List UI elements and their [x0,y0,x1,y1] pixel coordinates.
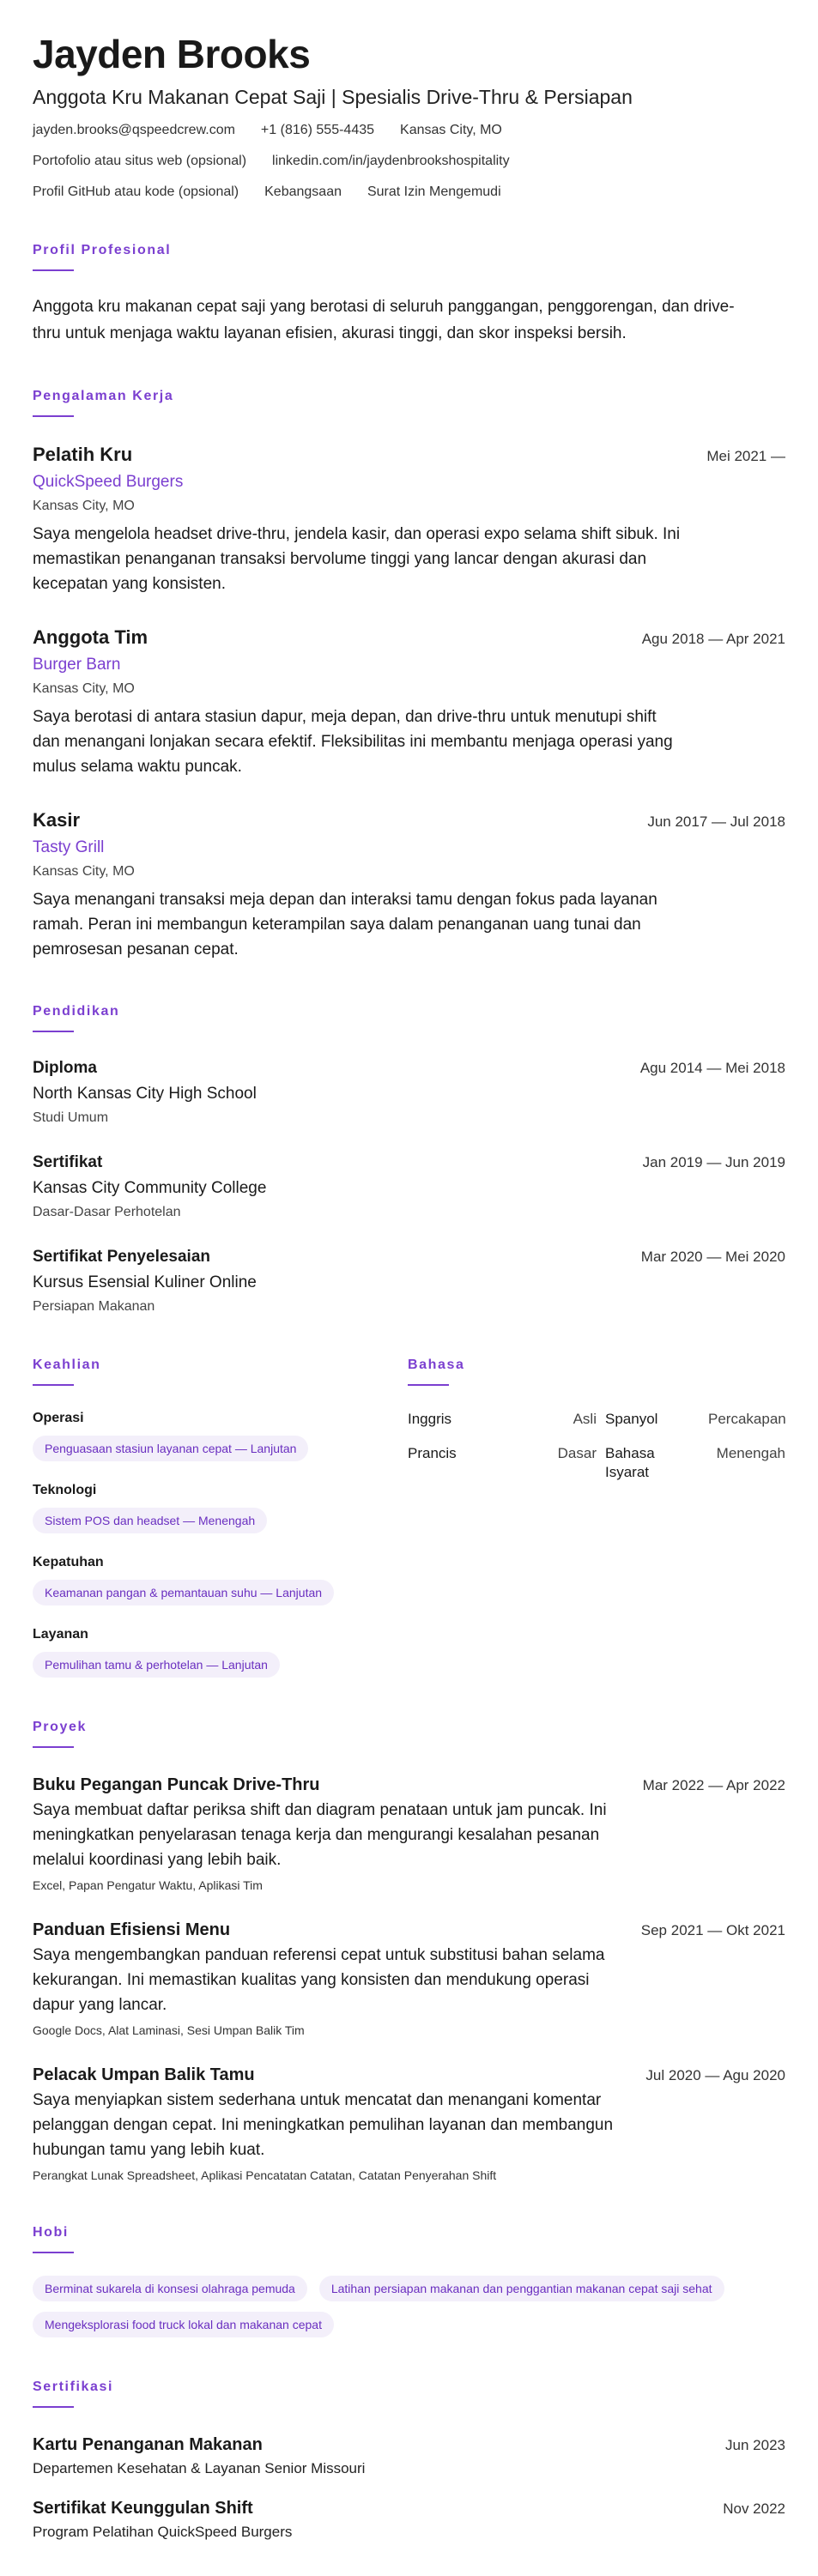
job-title: Pelatih Kru [33,444,133,465]
profile-summary: Anggota kru makanan cepat saji yang berotasi di seluruh panggangan, penggorengan, dan drive-thru untuk menjaga waktu layanan efisien, akurasi tinggi, dan skor inspeksi bersih. [33,298,735,342]
experience-entry [33,443,785,596]
phone-number[interactable]: +1 (816) 555-4435 [260,123,375,137]
language-level: Dasar [557,1445,597,1461]
section-title: Bahasa [408,1358,465,1372]
education-dates: Agu 2014 — Mei 2018 [639,1060,785,1076]
language-level: Asli [573,1411,597,1427]
school-name: Kansas City Community College [33,1179,267,1197]
certification-issuer: Program Pelatihan QuickSpeed Burgers [33,2524,293,2540]
section-title: Profil Profesional [33,243,172,257]
candidate-name: Jayden Brooks [33,32,311,76]
skill-chip: Keamanan pangan & pemantauan suhu — Lanjutan [33,1580,334,1605]
school-name: North Kansas City High School [33,1085,257,1103]
nationality-text: Kebangsaan [264,184,342,199]
certification-entry [33,2497,785,2542]
company-name: Burger Barn [33,656,121,674]
field-of-study: Dasar-Dasar Perhotelan [33,1205,181,1219]
job-description: Saya berotasi di antara stasiun dapur, meja depan, dan drive-thru untuk menutupi shift dan menangani lonjakan secara efektif. Fleksibilitas ini membantu menjaga operasi yang mulus selama waktu puncak. [33,708,673,776]
email-link[interactable]: jayden.brooks@qspeedcrew.com [33,123,235,137]
certification-issuer: Departemen Kesehatan & Layanan Senior Missouri [33,2460,366,2476]
certification-name: Kartu Penanganan Makanan [33,2435,263,2454]
linkedin-link[interactable]: linkedin.com/in/jaydenbrookshospitality [272,154,510,168]
skill-chip: Pemulihan tamu & perhotelan — Lanjutan [33,1652,280,1678]
project-description: Saya menyiapkan sistem sederhana untuk mencatat dan menangani komentar pelanggan dengan cepat. Ini meningkatkan pemulihan layanan dan membangun hubungan tamu yang lebih kuat. [33,2091,614,2159]
skill-category: Operasi [33,1411,84,1425]
location-text: Kansas City, MO [400,123,502,137]
candidate-headline: Anggota Kru Makanan Cepat Saji | Spesialis Drive-Thru & Persiapan [33,86,633,108]
skill-group [33,1554,408,1605]
skill-category: Teknologi [33,1483,97,1497]
projects-section [33,1719,785,2183]
section-title: Hobi [33,2225,69,2240]
project-name: Buku Pegangan Puncak Drive-Thru [33,1775,320,1794]
skill-chip: Penguasaan stasiun layanan cepat — Lanjutan [33,1436,308,1461]
company-name: QuickSpeed Burgers [33,473,184,491]
job-dates: Jun 2017 — Jul 2018 [647,813,785,830]
education-entry [33,1247,785,1315]
resume-header [33,31,785,201]
project-dates: Jul 2020 — Agu 2020 [645,2067,785,2083]
section-divider [33,269,74,271]
project-tools: Excel, Papan Pengatur Waktu, Aplikasi Tim [33,1878,263,1892]
job-dates: Agu 2018 — Apr 2021 [641,631,785,647]
skill-group [33,1410,408,1461]
hobby-chip: Mengeksplorasi food truck lokal dan makanan cepat [33,2312,334,2337]
certifications-section [33,2379,785,2542]
language-name: Prancis [408,1445,457,1461]
section-divider [33,2406,74,2408]
degree-title: Diploma [33,1059,97,1077]
certification-name: Sertifikat Keunggulan Shift [33,2499,253,2518]
portfolio-link[interactable]: Portofolio atau situs web (opsional) [33,154,247,168]
certification-entry [33,2434,785,2478]
language-level: Percakapan [708,1411,786,1427]
language-row [408,1410,785,1429]
education-dates: Jan 2019 — Jun 2019 [642,1154,785,1170]
license-text: Surat Izin Mengemudi [367,184,501,199]
section-title: Sertifikasi [33,2379,114,2394]
language-name: Bahasa Isyarat [605,1445,655,1480]
skill-chip: Sistem POS dan headset — Menengah [33,1508,267,1533]
project-entry [33,2064,785,2183]
education-entry [33,1152,785,1221]
section-divider [408,1384,449,1386]
field-of-study: Persiapan Makanan [33,1299,155,1314]
field-of-study: Studi Umum [33,1110,109,1125]
job-title: Kasir [33,809,81,831]
contact-row-3 [33,184,785,201]
section-title: Keahlian [33,1358,101,1372]
hobby-chip: Latihan persiapan makanan dan penggantian makanan cepat saji sehat [319,2276,724,2301]
degree-title: Sertifikat Penyelesaian [33,1248,210,1266]
company-name: Tasty Grill [33,838,105,856]
project-name: Panduan Efisiensi Menu [33,1920,231,1939]
skill-category: Kepatuhan [33,1555,104,1569]
project-tools: Perangkat Lunak Spreadsheet, Aplikasi Pencatatan Catatan, Catatan Penyerahan Shift [33,2168,497,2182]
project-dates: Sep 2021 — Okt 2021 [640,1922,785,1938]
profile-section [33,242,785,347]
skills-section [33,1357,408,1678]
skill-group [33,1482,408,1533]
education-section [33,1003,785,1315]
section-divider [33,2252,74,2253]
certification-date: Jun 2023 [725,2437,785,2453]
job-description: Saya menangani transaksi meja depan dan interaksi tamu dengan fokus pada layanan ramah. Peran ini membangun keterampilan saya dalam penanganan uang tunai dan pemrosesan pesanan cepat. [33,891,657,958]
hobby-list [33,2276,785,2337]
project-entry [33,1919,785,2038]
section-title: Proyek [33,1720,87,1734]
section-divider [33,415,74,417]
section-divider [33,1031,74,1032]
section-title: Pendidikan [33,1004,120,1019]
job-location: Kansas City, MO [33,681,135,696]
section-title: Pengalaman Kerja [33,389,174,403]
skill-category: Layanan [33,1627,88,1642]
contact-row-1 [33,122,785,139]
section-divider [33,1384,74,1386]
project-tools: Google Docs, Alat Laminasi, Sesi Umpan Balik Tim [33,2023,305,2037]
language-level: Menengah [716,1445,785,1461]
contact-row-2 [33,153,785,170]
job-description: Saya mengelola headset drive-thru, jendela kasir, dan operasi expo selama shift sibuk. Ini memastikan penanganan transaksi bervolume tinggi yang lancar dengan akurasi dan kecepatan yang konsisten. [33,525,681,593]
skills-languages-row [33,1357,785,1678]
job-dates: Mei 2021 — [706,448,785,464]
job-location: Kansas City, MO [33,499,135,513]
experience-section [33,388,785,962]
project-dates: Mar 2022 — Apr 2022 [642,1777,785,1793]
job-location: Kansas City, MO [33,864,135,879]
language-name: Inggris [408,1411,452,1427]
languages-section [408,1357,785,1678]
section-divider [33,1746,74,1748]
school-name: Kursus Esensial Kuliner Online [33,1273,257,1291]
education-dates: Mar 2020 — Mei 2020 [640,1249,785,1265]
language-row [408,1444,785,1482]
hobbies-section [33,2224,785,2337]
job-title: Anggota Tim [33,626,148,648]
certification-date: Nov 2022 [723,2500,785,2517]
project-name: Pelacak Umpan Balik Tamu [33,2065,255,2084]
skill-group [33,1626,408,1678]
experience-entry [33,808,785,962]
language-name: Spanyol [605,1411,658,1427]
hobby-chip: Berminat sukarela di konsesi olahraga pemuda [33,2276,307,2301]
experience-entry [33,626,785,779]
degree-title: Sertifikat [33,1153,103,1171]
project-description: Saya mengembangkan panduan referensi cepat untuk substitusi bahan selama kekurangan. Ini memastikan kualitas yang konsisten dan mendukung operasi dapur yang lancar. [33,1946,605,2014]
github-link[interactable]: Profil GitHub atau kode (opsional) [33,184,239,199]
project-entry [33,1774,785,1893]
project-description: Saya membuat daftar periksa shift dan diagram penataan untuk jam puncak. Ini meningkatkan penyelarasan tenaga kerja dan mengurangi kesalahan pesanan melalui koordinasi yang lebih baik. [33,1801,607,1869]
education-entry [33,1058,785,1127]
